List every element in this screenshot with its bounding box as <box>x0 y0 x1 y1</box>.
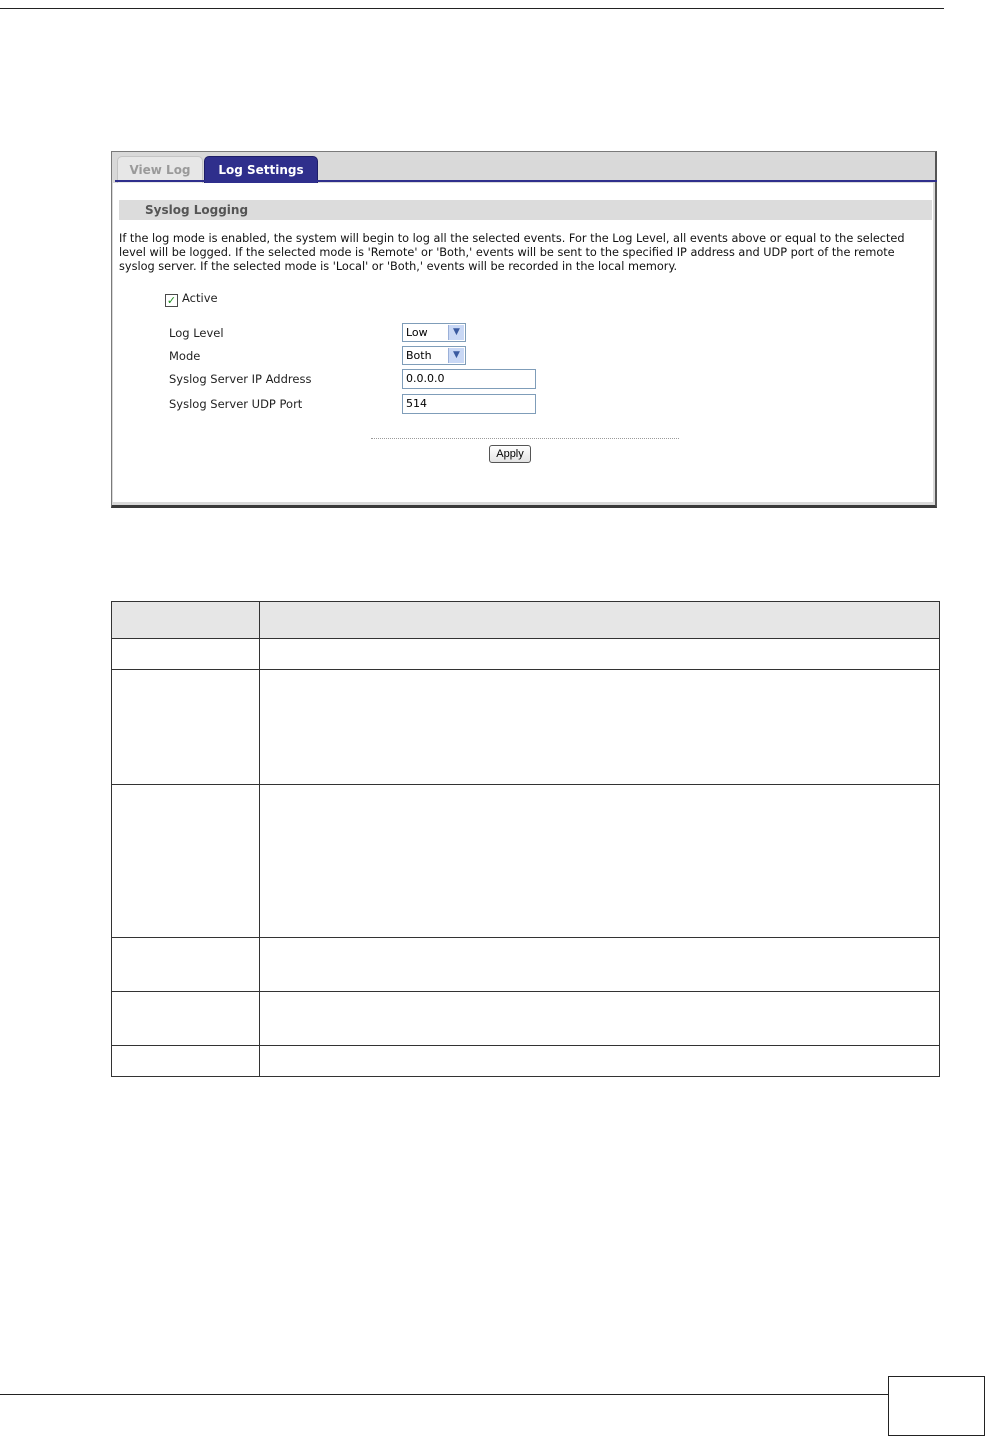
settings-panel <box>113 183 933 502</box>
log-settings-screenshot <box>111 151 937 508</box>
server-ip-label: Syslog Server IP Address <box>169 372 312 386</box>
section-title: Syslog Logging <box>119 200 932 220</box>
footer-rule <box>0 1394 888 1395</box>
table-row <box>112 1046 940 1077</box>
tab-view-log[interactable]: View Log <box>117 156 203 183</box>
udp-port-input[interactable]: 514 <box>402 394 536 414</box>
chevron-down-icon[interactable]: ▼ <box>448 325 464 340</box>
table-row <box>112 670 940 785</box>
header-rule <box>0 8 944 9</box>
log-level-value: Low <box>406 326 428 339</box>
check-icon: ✓ <box>166 294 177 307</box>
tab-log-settings[interactable]: Log Settings <box>204 156 318 183</box>
chevron-down-icon[interactable]: ▼ <box>448 348 464 363</box>
active-label: Active <box>182 291 218 305</box>
apply-button[interactable]: Apply <box>489 445 531 463</box>
mode-value: Both <box>406 349 432 362</box>
log-level-select[interactable] <box>402 323 466 342</box>
tab-underline <box>115 180 937 182</box>
page-number-box <box>888 1376 985 1436</box>
mode-label: Mode <box>169 349 201 363</box>
active-option[interactable] <box>165 291 218 307</box>
field-description-table <box>111 601 940 1077</box>
udp-port-label: Syslog Server UDP Port <box>169 397 303 411</box>
mode-select[interactable] <box>402 346 466 365</box>
button-divider <box>371 438 679 439</box>
table-row <box>112 938 940 992</box>
table-header-row <box>112 602 940 639</box>
table-row <box>112 639 940 670</box>
server-ip-input[interactable]: 0.0.0.0 <box>402 369 536 389</box>
table-row <box>112 785 940 938</box>
active-checkbox[interactable] <box>165 294 178 307</box>
table-row <box>112 992 940 1046</box>
description-text: If the log mode is enabled, the system will begin to log all the selected events. For the Log Level, all events above or equal to the selected level will be logged. If the selected mode is 'Remote' or 'Both,' events will be sent to the specified IP address and UDP port of the remote syslog server. If the selected mode is 'Local' or 'Both,' events will be recorded in the local memory. <box>119 232 905 273</box>
log-level-label: Log Level <box>169 326 224 340</box>
